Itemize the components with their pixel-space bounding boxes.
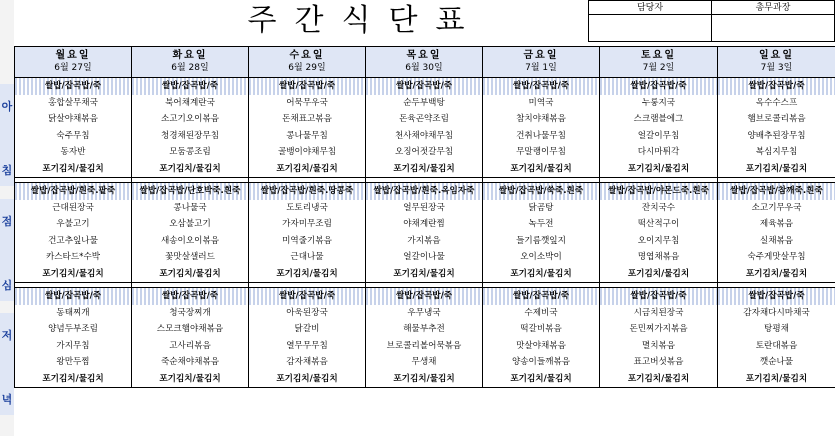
dish-item: 제육볶음: [759, 219, 794, 229]
menu-cell[interactable]: [132, 288, 249, 388]
rice-item: 쌀밥/잡곡밥/죽: [249, 78, 365, 95]
menu-grid: [14, 46, 835, 388]
menu-cell[interactable]: [132, 183, 249, 283]
rice-item: 쌀밥/잡곡밥/죽: [132, 288, 248, 305]
menu-cell[interactable]: [718, 288, 835, 388]
kimchi-item: 포기김치/물김치: [393, 163, 455, 174]
day-header-3: [366, 47, 483, 78]
day-header-5: [600, 47, 718, 78]
kimchi-item: 포기김치/물김치: [510, 163, 572, 174]
dish-item: 깻순나물: [759, 357, 794, 367]
dish-item: 스크램블에그: [633, 114, 684, 124]
day-header-row: [15, 47, 835, 78]
day-name: 토요일: [641, 50, 676, 61]
dish-item: 시금치된장국: [633, 307, 684, 318]
rice-item: 쌀밥/잡곡밥/죽: [132, 78, 248, 95]
kimchi-item: 포기김치/물김치: [42, 268, 104, 279]
dish-item: 닭갈비: [294, 324, 320, 334]
kimchi-item: 포기김치/물김치: [510, 373, 572, 384]
day-name: 수요일: [289, 50, 325, 61]
dish-item: 돈민찌가지볶음: [629, 324, 688, 334]
menu-cell[interactable]: [483, 288, 600, 388]
menu-cell[interactable]: [132, 78, 249, 178]
dish-item: 양배추된장무침: [747, 130, 806, 141]
dish-item: 명엽채볶음: [637, 252, 680, 262]
menu-cell[interactable]: [600, 78, 718, 178]
approval-label-1: 담당자: [588, 0, 712, 15]
menu-cell[interactable]: [249, 183, 366, 283]
dish-item: 스모크햄야채볶음: [156, 324, 224, 334]
dish-item: 옥수수스프: [755, 97, 798, 108]
day-name: 화요일: [172, 50, 208, 61]
dish-item: 얼무된장국: [403, 202, 445, 213]
dish-item: 야채계란찜: [403, 219, 445, 229]
menu-cell[interactable]: [718, 78, 835, 178]
dish-item: 표고버섯볶음: [633, 357, 684, 367]
dish-item: 우불고기: [56, 219, 90, 229]
dish-item: 홍합살무채국: [48, 97, 98, 108]
meal-label-top: 저: [1, 329, 13, 342]
rice-item: 쌀밥/잡곡밥/쑥죽.흰죽: [483, 183, 599, 200]
dish-item: 소고기무우국: [751, 202, 802, 213]
rice-item: 쌀밥/잡곡밥/단호박죽.흰죽: [132, 183, 248, 200]
dish-item: 건취나물무침: [516, 130, 566, 141]
dish-item: 꽃맛살샐러드: [165, 252, 215, 262]
dish-item: 청경채된장무침: [160, 130, 220, 141]
dish-item: 죽순채야채볶음: [160, 357, 220, 367]
menu-cell[interactable]: [600, 183, 718, 283]
menu-cell[interactable]: [249, 288, 366, 388]
meal-label-1: [0, 199, 14, 301]
approval-sign-1[interactable]: [588, 14, 712, 42]
menu-cell[interactable]: [366, 288, 483, 388]
dish-item: 잔치국수: [641, 202, 676, 213]
day-header-1: [132, 47, 249, 78]
dish-item: 숙주게맛살무침: [747, 252, 806, 262]
dish-item: 복심지무침: [755, 147, 798, 157]
rice-item: 쌀밥/잡곡밥/죽: [249, 288, 365, 305]
rice-item: 쌀밥/잡곡밥/참깨죽.흰죽: [718, 183, 835, 200]
dish-item: 참치야채볶음: [516, 114, 566, 124]
dish-item: 무말랭이무침: [516, 147, 566, 157]
meal-label-2: [0, 313, 14, 415]
dish-item: 건고추잎나물: [48, 235, 98, 246]
kimchi-item: 포기김치/물김치: [159, 373, 221, 384]
dish-item: 콩나물무침: [286, 130, 328, 141]
dish-item: 어묵무우국: [286, 97, 328, 108]
dish-item: 미역줄기볶음: [282, 235, 332, 246]
kimchi-item: 포기김치/물김치: [276, 268, 338, 279]
rice-item: 쌀밥/잡곡밥/죽: [600, 288, 717, 305]
menu-cell[interactable]: [15, 78, 132, 178]
dish-item: 순두부백탕: [403, 97, 445, 108]
dish-item: 소고기오이볶음: [160, 114, 220, 124]
rice-item: 쌀밥/잡곡밥/흰죽.팥죽: [15, 183, 131, 200]
dish-item: 얼갈이무침: [637, 130, 680, 141]
meal-label-bottom: 녁: [1, 393, 13, 406]
menu-cell[interactable]: [366, 78, 483, 178]
dish-item: 오이지무침: [637, 235, 680, 246]
approval-label-2: 총무과장: [711, 0, 835, 15]
kimchi-item: 포기김치/물김치: [745, 373, 808, 384]
dish-item: 열무무무침: [286, 340, 328, 351]
day-date: 7월 1일: [525, 63, 557, 73]
dish-item: 감자채다시마채국: [743, 307, 810, 318]
rice-item: 쌀밥/잡곡밥/죽: [15, 78, 131, 95]
rice-item: 쌀밥/잡곡밥/죽: [718, 288, 835, 305]
kimchi-item: 포기김치/물김치: [42, 163, 104, 174]
meal-label-bottom: 심: [1, 279, 13, 292]
kimchi-item: 포기김치/물김치: [627, 163, 690, 174]
day-header-0: [15, 47, 132, 78]
dish-item: 얼갈이나물: [403, 252, 445, 262]
meal-row-1: [15, 183, 835, 283]
rice-item: 쌀밥/잡곡밥/죽: [600, 78, 717, 95]
rice-item: 쌀밥/잡곡밥/흰죽.땅콩죽: [249, 183, 365, 200]
dish-item: 닭곰탕: [528, 202, 554, 213]
rice-item: 쌀밥/잡곡밥/죽: [366, 288, 482, 305]
rice-item: 쌀밥/잡곡밥/흰죽.옥임자죽: [366, 183, 482, 200]
dish-item: 돈육곤약조림: [399, 114, 449, 124]
dish-item: 왕만두찜: [56, 357, 90, 367]
kimchi-item: 포기김치/물김치: [276, 373, 338, 384]
meal-label-top: 점: [1, 215, 13, 228]
day-date: 6월 28일: [171, 63, 209, 73]
meal-label-bottom: 침: [1, 164, 13, 177]
kimchi-item: 포기김치/물김치: [393, 373, 455, 384]
dish-item: 떡산적구이: [637, 219, 680, 229]
dish-item: 오징어젓갈무침: [394, 147, 454, 157]
menu-cell[interactable]: [366, 183, 483, 283]
kimchi-item: 포기김치/물김치: [159, 163, 221, 174]
menu-cell[interactable]: [249, 78, 366, 178]
dish-item: 천사채야채무침: [394, 130, 454, 141]
dish-item: 가지무침: [56, 340, 90, 351]
kimchi-item: 포기김치/물김치: [627, 268, 690, 279]
dish-item: 북어채계란국: [165, 97, 215, 108]
dish-item: 콩나물국: [173, 202, 207, 213]
day-date: 6월 30일: [405, 63, 443, 73]
dish-item: 다시마튀각: [637, 147, 680, 157]
dish-item: 해물부추전: [403, 324, 445, 334]
dish-item: 녹두전: [528, 219, 554, 229]
dish-item: 청국장찌개: [169, 307, 211, 318]
dish-item: 들기름깻잎지: [516, 235, 566, 246]
page-title: 주간식단표: [247, 3, 483, 38]
dish-item: 동자반: [60, 147, 86, 157]
dish-item: 오이소박이: [520, 252, 562, 262]
day-name: 일요일: [759, 50, 794, 61]
dish-item: 카스타드*수박: [45, 252, 101, 262]
dish-item: 동태찌개: [56, 307, 90, 318]
dish-item: 가자미무조림: [282, 219, 332, 229]
day-date: 7월 3일: [760, 63, 793, 73]
dish-item: 누룽지국: [641, 97, 676, 108]
meal-label-top: 아: [1, 100, 13, 113]
dish-item: 골뱅이야채무침: [277, 147, 337, 157]
kimchi-item: 포기김치/물김치: [627, 373, 690, 384]
rice-item: 쌀밥/잡곡밥/죽: [718, 78, 835, 95]
rice-item: 쌀밥/잡곡밥/죽: [366, 78, 482, 95]
dish-item: 양념두부조림: [48, 324, 98, 334]
kimchi-item: 포기김치/물김치: [745, 163, 808, 174]
dish-item: 고사리볶음: [169, 340, 211, 351]
day-name: 월요일: [55, 50, 91, 61]
day-header-6: [718, 47, 835, 78]
menu-cell[interactable]: [483, 183, 600, 283]
rice-item: 쌀밥/잡곡밥/죽: [15, 288, 131, 305]
meal-row-0: [15, 78, 835, 178]
dish-item: 돈채표고볶음: [282, 114, 332, 124]
dish-item: 양송이들깨볶음: [511, 357, 571, 367]
dish-item: 미역국: [528, 97, 554, 108]
dish-item: 떡갈비볶음: [520, 324, 562, 334]
weekly-menu-table: [14, 46, 835, 388]
dish-item: 실채볶음: [759, 235, 794, 246]
dish-item: 닭살야채볶음: [48, 114, 98, 124]
dish-item: 멸치볶음: [641, 340, 676, 351]
day-date: 6월 27일: [54, 63, 92, 73]
dish-item: 토란대볶음: [755, 340, 798, 351]
dish-item: 우무냉국: [407, 307, 441, 318]
approval-box: [588, 0, 835, 42]
kimchi-item: 포기김치/물김치: [159, 268, 221, 279]
kimchi-item: 포기김치/물김치: [393, 268, 455, 279]
dish-item: 수제비국: [524, 307, 558, 318]
day-name: 금요일: [523, 50, 559, 61]
dish-item: 햄브로콜리볶음: [747, 114, 806, 124]
dish-item: 모둠콩조림: [169, 147, 211, 157]
day-header-2: [249, 47, 366, 78]
menu-cell[interactable]: [15, 183, 132, 283]
day-date: 7월 2일: [642, 63, 675, 73]
dish-item: 탕평채: [764, 324, 789, 334]
dish-item: 감자채볶음: [286, 357, 328, 367]
meal-label-0: [0, 84, 14, 186]
kimchi-item: 포기김치/물김치: [510, 268, 572, 279]
day-header-4: [483, 47, 600, 78]
dish-item: 무생채: [411, 357, 437, 367]
dish-item: 오삼불고기: [169, 219, 211, 229]
dish-item: 도토리냉국: [286, 202, 328, 213]
dish-item: 맛살야채볶음: [516, 340, 566, 351]
dish-item: 새송이오이볶음: [160, 235, 220, 246]
menu-cell[interactable]: [718, 183, 835, 283]
approval-sign-2[interactable]: [711, 14, 835, 42]
dish-item: 근대나물: [290, 252, 324, 262]
meal-row-2: [15, 288, 835, 388]
kimchi-item: 포기김치/물김치: [42, 373, 104, 384]
dish-item: 브로콜리볼어묵볶음: [386, 340, 462, 351]
rice-item: 쌀밥/잡곡밥/야몬드죽.흰죽: [600, 183, 717, 200]
menu-cell[interactable]: [483, 78, 600, 178]
menu-cell[interactable]: [600, 288, 718, 388]
day-date: 6월 29일: [288, 63, 326, 73]
dish-item: 아욱된장국: [286, 307, 328, 318]
kimchi-item: 포기김치/물김치: [745, 268, 808, 279]
kimchi-item: 포기김치/물김치: [276, 163, 338, 174]
menu-cell[interactable]: [15, 288, 132, 388]
dish-item: 근대된장국: [52, 202, 94, 213]
dish-item: 가지볶음: [407, 235, 441, 246]
day-name: 목요일: [406, 50, 442, 61]
rice-item: 쌀밥/잡곡밥/죽: [483, 288, 599, 305]
rice-item: 쌀밥/잡곡밥/죽: [483, 78, 599, 95]
dish-item: 숙주무침: [56, 130, 90, 141]
